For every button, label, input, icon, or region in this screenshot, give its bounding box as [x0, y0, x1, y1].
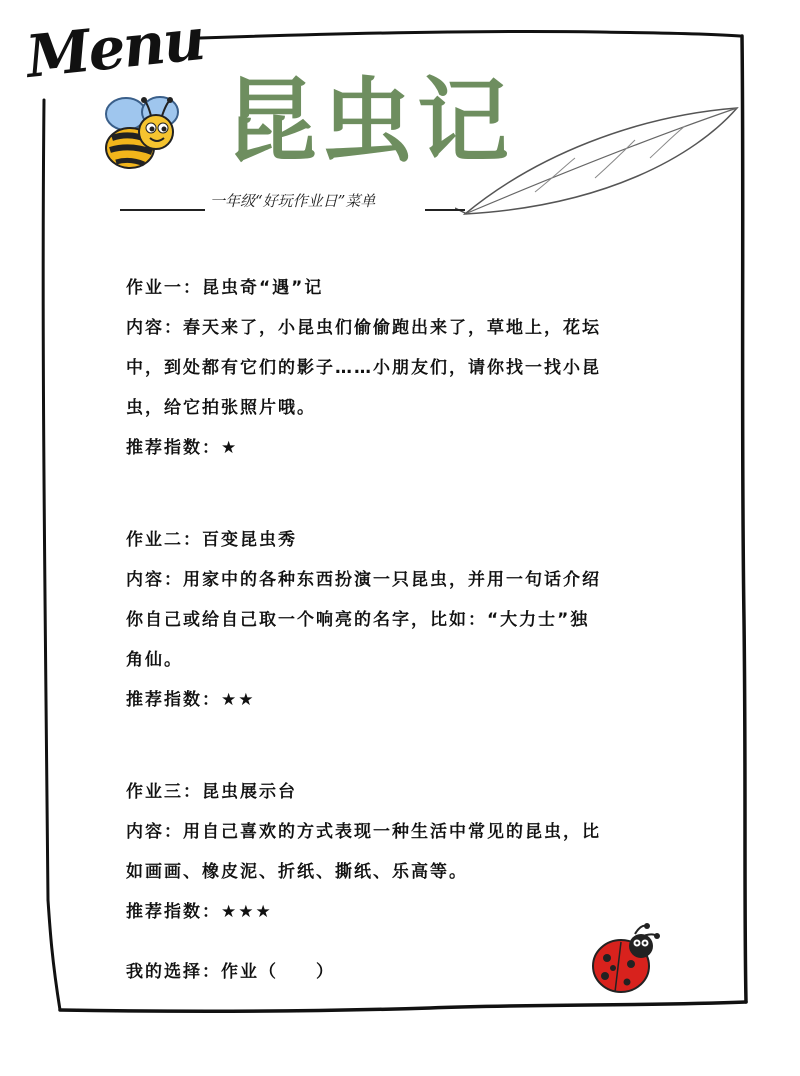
rating-label: 推荐指数：	[126, 902, 221, 922]
task-content-line: 中，到处都有它们的影子……小朋友们，请你找一找小昆	[126, 358, 601, 378]
task-rating	[126, 680, 671, 720]
rating-stars: ★★	[221, 690, 256, 710]
task-content-line: 内容：用自己喜欢的方式表现一种生活中常见的昆虫，比	[126, 822, 601, 842]
rating-label: 推荐指数：	[126, 690, 221, 710]
task-content-line: 内容：用家中的各种东西扮演一只昆虫，并用一句话介绍	[126, 570, 601, 590]
ladybug-icon	[585, 920, 665, 1000]
my-choice-field[interactable]: 我的选择：作业（ ）	[126, 962, 335, 982]
task-3	[126, 772, 671, 932]
task-heading: 作业三：昆虫展示台	[126, 782, 297, 802]
task-content-line: 角仙。	[126, 650, 183, 670]
task-heading: 作业一：昆虫奇“遇”记	[126, 278, 324, 298]
rating-label: 推荐指数：	[126, 438, 221, 458]
bee-icon	[96, 92, 186, 177]
task-content-line: 虫，给它拍张照片哦。	[126, 398, 316, 418]
subtitle-line-right	[425, 209, 465, 211]
leaf-icon	[455, 96, 745, 221]
task-content-line: 内容：春天来了，小昆虫们偷偷跑出来了，草地上，花坛	[126, 318, 601, 338]
menu-script-title: Menu	[22, 4, 207, 92]
task-2	[126, 520, 671, 720]
rating-stars: ★★★	[221, 902, 273, 922]
subtitle-line-left	[120, 209, 205, 211]
page-title: 昆虫记	[225, 68, 514, 175]
task-rating	[126, 428, 671, 468]
task-content-line: 你自己或给自己取一个响亮的名字，比如：“大力士”独	[126, 610, 590, 630]
task-content-line: 如画画、橡皮泥、折纸、撕纸、乐高等。	[126, 862, 468, 882]
task-1	[126, 268, 671, 468]
task-heading: 作业二：百变昆虫秀	[126, 530, 297, 550]
page-subtitle: 一年级“好玩作业日”菜单	[210, 192, 376, 210]
task-list	[126, 268, 671, 984]
rating-stars: ★	[221, 438, 239, 458]
